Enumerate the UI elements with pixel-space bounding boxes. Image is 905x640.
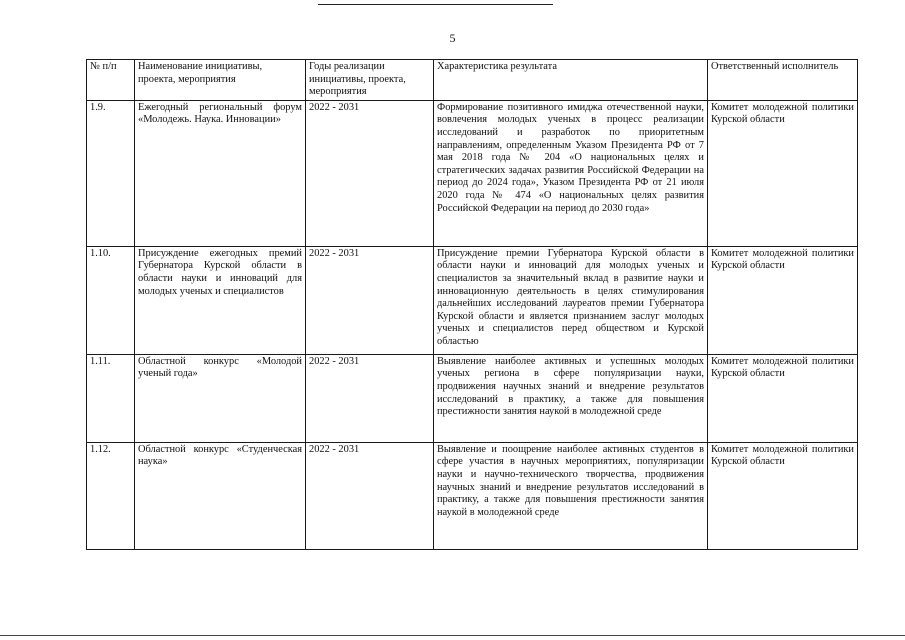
row-years: 2022 - 2031 [306, 354, 434, 442]
header-years: Годы реализации инициативы, проекта, мероприятия [306, 60, 434, 101]
scan-edge-top [318, 4, 553, 5]
header-num: № п/п [87, 60, 135, 101]
row-responsible: Комитет молодежной политики Курской области [708, 246, 858, 354]
row-num: 1.10. [87, 246, 135, 354]
table-row [87, 442, 858, 549]
table-row [87, 246, 858, 354]
initiatives-table [86, 59, 858, 550]
table-row [87, 100, 858, 246]
row-name: Областной конкурс «Студенческая наука» [135, 442, 306, 549]
row-result: Присуждение премии Губернатора Курской области в области науки и инноваций для молодых ученых и специалистов за значительный вклад в развитие науки и инновационную деятельность в целях стимулирования дальнейших исследований лауреатов премии Губернатора Курской области и является признанием заслуг молодых ученых и специалистов перед обществом и Курской областью [434, 246, 708, 354]
row-years: 2022 - 2031 [306, 100, 434, 246]
row-result: Выявление наиболее активных и успешных молодых ученых региона в сфере популяризации науки, продвижения научных знаний и внедрение результатов исследований в практику, а также для повышения престижности занятия наукой в молодежной среде [434, 354, 708, 442]
row-name: Областной конкурс «Молодой ученый года» [135, 354, 306, 442]
row-result: Выявление и поощрение наиболее активных студентов в сфере участия в научных мероприятиях, популяризации науки и научно-технического творчества, продвижения научных знаний и внедрение результатов исследований в практику, а также для повышения престижности занятия наукой в молодежной среде [434, 442, 708, 549]
row-name: Присуждение ежегодных премий Губернатора Курской области в области науки и инноваций для молодых ученых и специалистов [135, 246, 306, 354]
row-name: Ежегодный региональный форум «Молодежь. Наука. Инновации» [135, 100, 306, 246]
table-row [87, 354, 858, 442]
header-result: Характеристика результата [434, 60, 708, 101]
table-header-row [87, 60, 858, 101]
row-years: 2022 - 2031 [306, 246, 434, 354]
row-responsible: Комитет молодежной политики Курской области [708, 442, 858, 549]
row-years: 2022 - 2031 [306, 442, 434, 549]
row-result: Формирование позитивного имиджа отечественной науки, вовлечения молодых ученых в процесс реализации исследований и разработок по приоритетным направлениям, определенным Указом Президента РФ от 7 мая 2018 года № 204 «О национальных целях и стратегических задачах развития Российской Федерации на период до 2024 года», Указом Президента РФ от 21 июля 2020 года № 474 «О национальных целях развития Российской Федерации на период до 2030 года» [434, 100, 708, 246]
header-responsible: Ответственный исполнитель [708, 60, 858, 101]
row-num: 1.9. [87, 100, 135, 246]
row-responsible: Комитет молодежной политики Курской области [708, 100, 858, 246]
scan-edge-bottom [0, 635, 905, 636]
row-responsible: Комитет молодежной политики Курской области [708, 354, 858, 442]
page-number: 5 [449, 31, 456, 45]
row-num: 1.12. [87, 442, 135, 549]
header-name: Наименование инициативы, проекта, мероприятия [135, 60, 306, 101]
row-num: 1.11. [87, 354, 135, 442]
